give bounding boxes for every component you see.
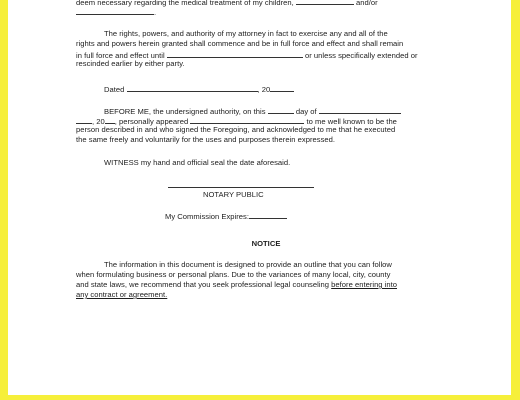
top-fragment-line-2: . (76, 6, 156, 18)
dated-blank (127, 83, 258, 92)
notice-line-4: any contract or agreement. (76, 290, 168, 299)
top-fragment-suffix: and/or (356, 0, 378, 7)
notice-line-1: The information in this document is designed to provide an outline that you can follow (104, 260, 392, 269)
document-page (8, 0, 511, 395)
notice-line-3 (76, 280, 397, 290)
month-blank (319, 105, 401, 114)
dated-line (76, 83, 294, 95)
notary-line-1-start: BEFORE ME, the undersigned authority, on this (104, 107, 266, 116)
powers-line-1: The rights, powers, and authority of my attorney in fact to exercise any and all of the (104, 29, 388, 38)
notary-line-1-mid: day of (295, 107, 317, 116)
notary-line-2-mid: , personally appeared (114, 117, 189, 126)
powers-line-4: rescinded earlier by either party. (76, 59, 185, 68)
until-date-blank (167, 49, 303, 58)
top-fragment-text: deem necessary regarding the medical treatment of my children, (76, 0, 294, 7)
notary-line-4: the same freely and voluntarily for the uses and purposes therein expressed. (76, 135, 336, 144)
witness-line: WITNESS my hand and official seal the date aforesaid. (104, 158, 291, 167)
notice-line-3-underlined: before entering into (331, 280, 398, 289)
notary-line-2-start: , 20 (92, 117, 105, 126)
notary-year-blank (105, 115, 115, 124)
notary-line-3: person described in and who signed the Foregoing, and acknowledged to me that he executed (76, 125, 396, 134)
dated-label: Dated (104, 85, 125, 94)
top-fragment-blank (76, 6, 154, 15)
appeared-name-blank (190, 115, 304, 124)
notary-line-2-end: to me well known to be the (306, 117, 397, 126)
commission-label: My Commission Expires: (165, 212, 249, 221)
notary-public-label: NOTARY PUBLIC (203, 190, 264, 199)
powers-line-2: rights and powers herein granted shall commence and be in full force and effect and shall remain (76, 39, 404, 48)
notice-line-2: when formulating business or personal plans. Due to the variances of many local, city, county (76, 270, 391, 279)
notary-signature-line (168, 187, 314, 188)
powers-line-3-end: or unless specifically extended or (304, 51, 418, 60)
dated-year-blank (270, 83, 294, 92)
powers-line-3-start: in full force and effect until (76, 51, 165, 60)
dated-year-prefix: , 20 (257, 85, 271, 94)
commission-line (165, 210, 287, 222)
children-blank (296, 0, 354, 5)
day-blank (268, 105, 294, 114)
commission-blank (249, 210, 287, 219)
notice-line-3-start: and state laws, we recommend that you seek professional legal counseling (76, 280, 330, 289)
notice-heading: NOTICE (251, 239, 281, 248)
notary-lead-blank (76, 115, 92, 124)
